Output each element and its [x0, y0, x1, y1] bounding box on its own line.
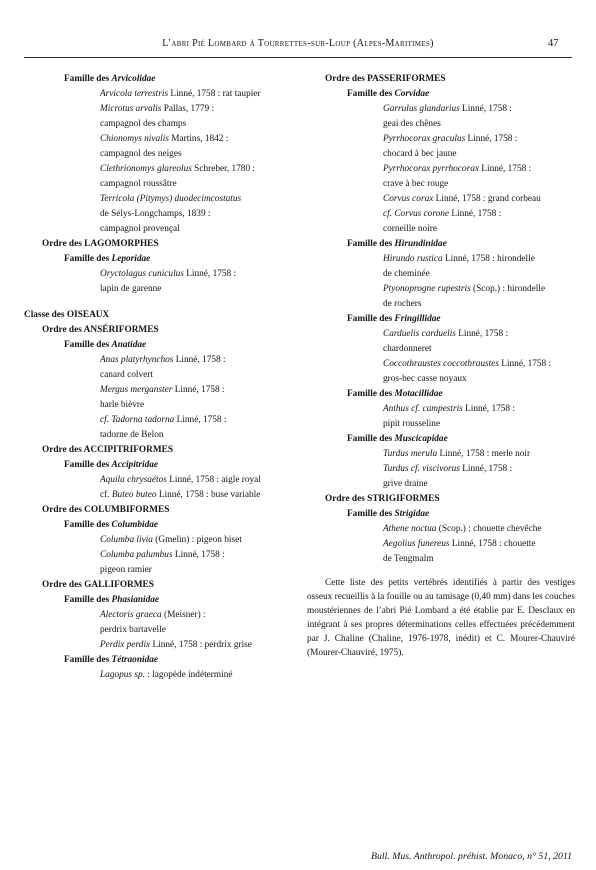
- taxon-authority: Linné, 1758 :: [174, 415, 227, 425]
- taxon-entry: [24, 353, 296, 368]
- taxon-name: Corvus corax: [383, 194, 434, 204]
- taxon-authority: Linné, 1758 : buse variable: [156, 490, 261, 500]
- taxon-name: Turdus merula: [383, 449, 438, 459]
- common-name: [307, 372, 575, 387]
- taxon-entry: [24, 162, 296, 177]
- common-name-text: harle bièvre: [100, 400, 145, 410]
- taxon-entry: [24, 192, 296, 207]
- famille-heading: [307, 312, 575, 327]
- famille-prefix: Famille des: [64, 595, 112, 605]
- classe-heading: [24, 308, 296, 323]
- taxon-entry: [24, 668, 296, 683]
- taxon-authority: (Scop.) : chouette chevêche: [436, 524, 542, 534]
- taxon-entry: [24, 207, 296, 222]
- common-name: [24, 177, 296, 192]
- famille-prefix: Famille des: [347, 89, 395, 99]
- taxon-authority: Linné, 1758 :: [173, 355, 226, 365]
- journal-footer: Bull. Mus. Anthropol. préhist. Monaco, n° 51, 2011: [370, 851, 572, 862]
- taxon-authority: (Gmelin) : pigeon biset: [152, 535, 242, 545]
- common-name-text: lapin de garenne: [100, 284, 162, 294]
- famille-prefix: Famille des: [347, 239, 395, 249]
- taxon-name: Alectoris graeca: [100, 610, 162, 620]
- ordre-heading: [24, 237, 296, 252]
- famille-prefix: Famille des: [347, 314, 395, 324]
- taxon-authority: (Scop.) : hirondelle: [470, 284, 546, 294]
- famille-name: Accipitridae: [111, 460, 158, 470]
- ordre-heading: [24, 578, 296, 593]
- ordre-heading: [307, 492, 575, 507]
- taxon-name: Columba livia: [100, 535, 153, 545]
- taxon-entry: [24, 608, 296, 623]
- taxon-entry: [307, 537, 575, 552]
- famille-heading: [307, 387, 575, 402]
- running-header: [0, 38, 596, 52]
- taxon-name: Pyrrhocorax graculus: [383, 134, 466, 144]
- taxon-entry: [24, 87, 296, 102]
- famille-prefix: Famille des: [64, 340, 112, 350]
- taxon-name: Garrulus glandarius: [383, 104, 460, 114]
- taxon-name: Oryctolagus cuniculus: [100, 269, 184, 279]
- taxon-authority: Linné, 1758 :: [449, 209, 502, 219]
- famille-heading: [307, 432, 575, 447]
- common-name-text: campagnol des champs: [100, 119, 187, 129]
- ordre-heading: [307, 72, 575, 87]
- ordre-heading: [24, 443, 296, 458]
- famille-heading: [307, 87, 575, 102]
- common-name: [307, 117, 575, 132]
- taxon-entry: [307, 252, 575, 267]
- common-name: [307, 477, 575, 492]
- taxon-name: Microtus arvalis: [100, 104, 162, 114]
- taxon-entry: [24, 638, 296, 653]
- famille-heading: [24, 518, 296, 533]
- taxon-authority: Linné, 1758 : merle noir: [437, 449, 531, 459]
- classe-label: Classe des OISEAUX: [24, 310, 110, 320]
- taxon-name: cf. Tadorna tadorna: [100, 415, 175, 425]
- common-name-text: pipit rousseline: [383, 419, 441, 429]
- taxon-name: Anas platyrhynchos: [100, 355, 174, 365]
- famille-name: Fringillidae: [394, 314, 441, 324]
- taxon-qualifier: cf.: [100, 490, 112, 500]
- common-name: [24, 623, 296, 638]
- common-name: [307, 222, 575, 237]
- ordre-label: Ordre des LAGOMORPHES: [42, 239, 159, 249]
- taxon-entry: [24, 102, 296, 117]
- taxon-authority: Linné, 1758 :: [459, 464, 513, 474]
- taxon-name: Ptyonoprogne rupestris: [383, 284, 471, 294]
- taxon-authority: Linné, 1758 :: [172, 385, 225, 395]
- famille-name: Muscicapidae: [394, 434, 448, 444]
- common-name: [307, 177, 575, 192]
- taxon-entry: [24, 488, 296, 503]
- common-name: [307, 552, 575, 567]
- taxon-name: Buteo buteo: [111, 490, 157, 500]
- common-name-text: campagnol roussâtre: [100, 179, 177, 189]
- taxon-entry: [307, 462, 575, 477]
- common-name: [307, 297, 575, 312]
- famille-name: Phasianidae: [111, 595, 160, 605]
- taxon-entry: [24, 267, 296, 282]
- famille-prefix: Famille des: [64, 655, 112, 665]
- famille-heading: [24, 72, 296, 87]
- taxon-name: Coccothraustes coccothraustes: [383, 359, 499, 369]
- common-name: [307, 147, 575, 162]
- common-name-text: geai des chênes: [383, 119, 441, 129]
- taxon-name: Athene noctua: [383, 524, 437, 534]
- ordre-label: Ordre des COLUMBIFORMES: [42, 505, 170, 515]
- taxon-name: Terricola (Pitymys) duodecimcostatus: [100, 194, 242, 204]
- taxon-name: Turdus cf. viscivorus: [383, 464, 460, 474]
- taxon-entry: [307, 357, 575, 372]
- paragraph-text: Cette liste des petits vertébrés identifiés à partir des vestiges osseux recueillis à la fouille ou au tamisage (0,40 mm) dans les couches moustériennes de l’abri Pié Lombard a été établie par E. Desclaux en intégrant à ses propres déterminations celles effectuées précédemment par J. Chaline (Chaline, 1976-1978, inédit) et C. Mourer-Chauviré (Mourer-Chauviré, 1975).: [307, 578, 575, 658]
- taxon-name: Chionomys nivalis: [100, 134, 169, 144]
- ordre-label: Ordre des GALLIFORMES: [42, 580, 154, 590]
- common-name: [24, 282, 296, 297]
- famille-name: Motacillidae: [394, 389, 443, 399]
- common-name-text: pigeon ramier: [100, 565, 152, 575]
- left-column: [24, 72, 296, 683]
- famille-prefix: Famille des: [347, 509, 395, 519]
- common-name-text: perdrix bartavelle: [100, 625, 166, 635]
- taxon-entry: [307, 132, 575, 147]
- common-name-text: grive draine: [383, 479, 428, 489]
- famille-heading: [24, 252, 296, 267]
- taxon-entry: [24, 473, 296, 488]
- taxon-name: Lagopus sp.: [100, 670, 145, 680]
- ordre-heading: [24, 323, 296, 338]
- common-name: [24, 563, 296, 578]
- taxon-entry: [307, 192, 575, 207]
- taxon-authority: Linné, 1758 : grand corbeau: [433, 194, 541, 204]
- taxon-name: Clethrionomys glareolus: [100, 164, 192, 174]
- ordre-label: Ordre des PASSERIFORMES: [325, 74, 446, 84]
- spacer: [24, 297, 296, 308]
- taxon-authority: Linné, 1758 : perdrix grise: [150, 640, 252, 650]
- taxon-name: Hirundo rustica: [383, 254, 443, 264]
- common-name-text: de cheminée: [383, 269, 430, 279]
- taxon-name: cf. Corvus corone: [383, 209, 450, 219]
- common-name-text: de rochers: [383, 299, 422, 309]
- common-name: [24, 147, 296, 162]
- taxon-name: Aegolius funereus: [383, 539, 450, 549]
- taxon-name: Mergus merganster: [100, 385, 173, 395]
- famille-heading: [24, 593, 296, 608]
- taxon-entry: [24, 383, 296, 398]
- taxon-name: Aquila chrysaëtos: [100, 475, 167, 485]
- taxon-authority: Linné, 1758 : rat taupier: [168, 89, 261, 99]
- taxon-entry: [307, 327, 575, 342]
- taxon-authority: Schreber, 1780 :: [191, 164, 255, 174]
- taxon-name: Pyrrhocorax pyrrhocorax: [383, 164, 479, 174]
- taxon-authority: Linné, 1758 : aigle royal: [166, 475, 261, 485]
- ordre-label: Ordre des ACCIPITRIFORMES: [42, 445, 174, 455]
- famille-prefix: Famille des: [347, 389, 395, 399]
- taxon-authority: Martins, 1842 :: [168, 134, 229, 144]
- famille-prefix: Famille des: [64, 460, 112, 470]
- famille-prefix: Famille des: [64, 520, 112, 530]
- taxon-authority: Linné, 1758 : hirondelle: [442, 254, 535, 264]
- common-name-text: tadorne de Belon: [100, 430, 164, 440]
- ordre-label: Ordre des ANSÉRIFORMES: [42, 325, 159, 335]
- famille-name: Leporidae: [111, 254, 151, 264]
- common-name: [24, 428, 296, 443]
- famille-name: Arvicolidae: [111, 74, 156, 84]
- common-name-text: canard colvert: [100, 370, 153, 380]
- famille-name: Corvidae: [394, 89, 430, 99]
- taxon-authority: Linné, 1758 :: [459, 104, 512, 114]
- common-name-text: chocard à bec jaune: [383, 149, 457, 159]
- taxon-authority: Linné, 1758 :: [462, 404, 515, 414]
- taxon-entry: [307, 162, 575, 177]
- taxon-entry: [307, 102, 575, 117]
- common-name: [24, 398, 296, 413]
- taxon-authority: Linné, 1758 :: [172, 550, 225, 560]
- famille-name: Columbidae: [111, 520, 159, 530]
- taxon-entry: [307, 447, 575, 462]
- taxon-entry: [307, 207, 575, 222]
- famille-name: Anatidae: [111, 340, 147, 350]
- common-name-text: campagnol des neiges: [100, 149, 182, 159]
- taxon-entry: [24, 533, 296, 548]
- famille-heading: [307, 507, 575, 522]
- taxon-name: Anthus cf. campestris: [383, 404, 463, 414]
- common-name: [307, 417, 575, 432]
- famille-prefix: Famille des: [64, 74, 112, 84]
- taxon-authority: : lagopède indéterminé: [144, 670, 233, 680]
- taxon-authority: de Sélys-Longchamps, 1839 :: [100, 209, 211, 219]
- famille-heading: [24, 458, 296, 473]
- famille-name: Tétraonidae: [111, 655, 158, 665]
- common-name: [24, 222, 296, 237]
- common-name-text: chardonneret: [383, 344, 432, 354]
- header-title: L’abri Pié Lombard à Tourrettes-sur-Loup (Alpes-Maritimes): [162, 38, 434, 49]
- taxon-authority: Linné, 1758 :: [478, 164, 532, 174]
- taxon-entry: [307, 282, 575, 297]
- common-name: [24, 368, 296, 383]
- taxon-name: Columba palumbus: [100, 550, 173, 560]
- taxon-entry: [307, 522, 575, 537]
- famille-heading: [24, 338, 296, 353]
- common-name-text: gros-bec casse noyaux: [383, 374, 467, 384]
- famille-prefix: Famille des: [347, 434, 395, 444]
- common-name-text: campagnol provençal: [100, 224, 180, 234]
- taxon-authority: Linné, 1758 :: [498, 359, 552, 369]
- taxon-name: Arvicola terrestris: [100, 89, 169, 99]
- taxon-authority: Linné, 1758 :: [183, 269, 237, 279]
- taxon-authority: Pallas, 1779 :: [161, 104, 215, 114]
- common-name: [24, 117, 296, 132]
- famille-heading: [24, 653, 296, 668]
- taxon-entry: [24, 413, 296, 428]
- taxon-name: Carduelis carduelis: [383, 329, 456, 339]
- famille-name: Hirundinidae: [394, 239, 447, 249]
- header-rule: [24, 57, 572, 58]
- common-name: [307, 267, 575, 282]
- body-paragraph: [307, 576, 575, 660]
- famille-heading: [307, 237, 575, 252]
- taxon-entry: [307, 402, 575, 417]
- famille-name: Strigidae: [394, 509, 430, 519]
- common-name: [307, 342, 575, 357]
- ordre-label: Ordre des STRIGIFORMES: [325, 494, 440, 504]
- taxon-entry: [24, 548, 296, 563]
- ordre-heading: [24, 503, 296, 518]
- common-name-text: corneille noire: [383, 224, 437, 234]
- famille-prefix: Famille des: [64, 254, 112, 264]
- right-column: [307, 72, 575, 567]
- taxon-authority: Linné, 1758 :: [455, 329, 509, 339]
- taxon-name: Perdix perdix: [100, 640, 151, 650]
- taxon-entry: [24, 132, 296, 147]
- taxon-authority: (Meisner) :: [161, 610, 206, 620]
- taxon-authority: Linné, 1758 : chouette: [449, 539, 536, 549]
- taxon-authority: Linné, 1758 :: [465, 134, 518, 144]
- common-name-text: crave à bec rouge: [383, 179, 449, 189]
- page-number: 47: [548, 38, 559, 49]
- common-name-text: de Tengmalm: [383, 554, 434, 564]
